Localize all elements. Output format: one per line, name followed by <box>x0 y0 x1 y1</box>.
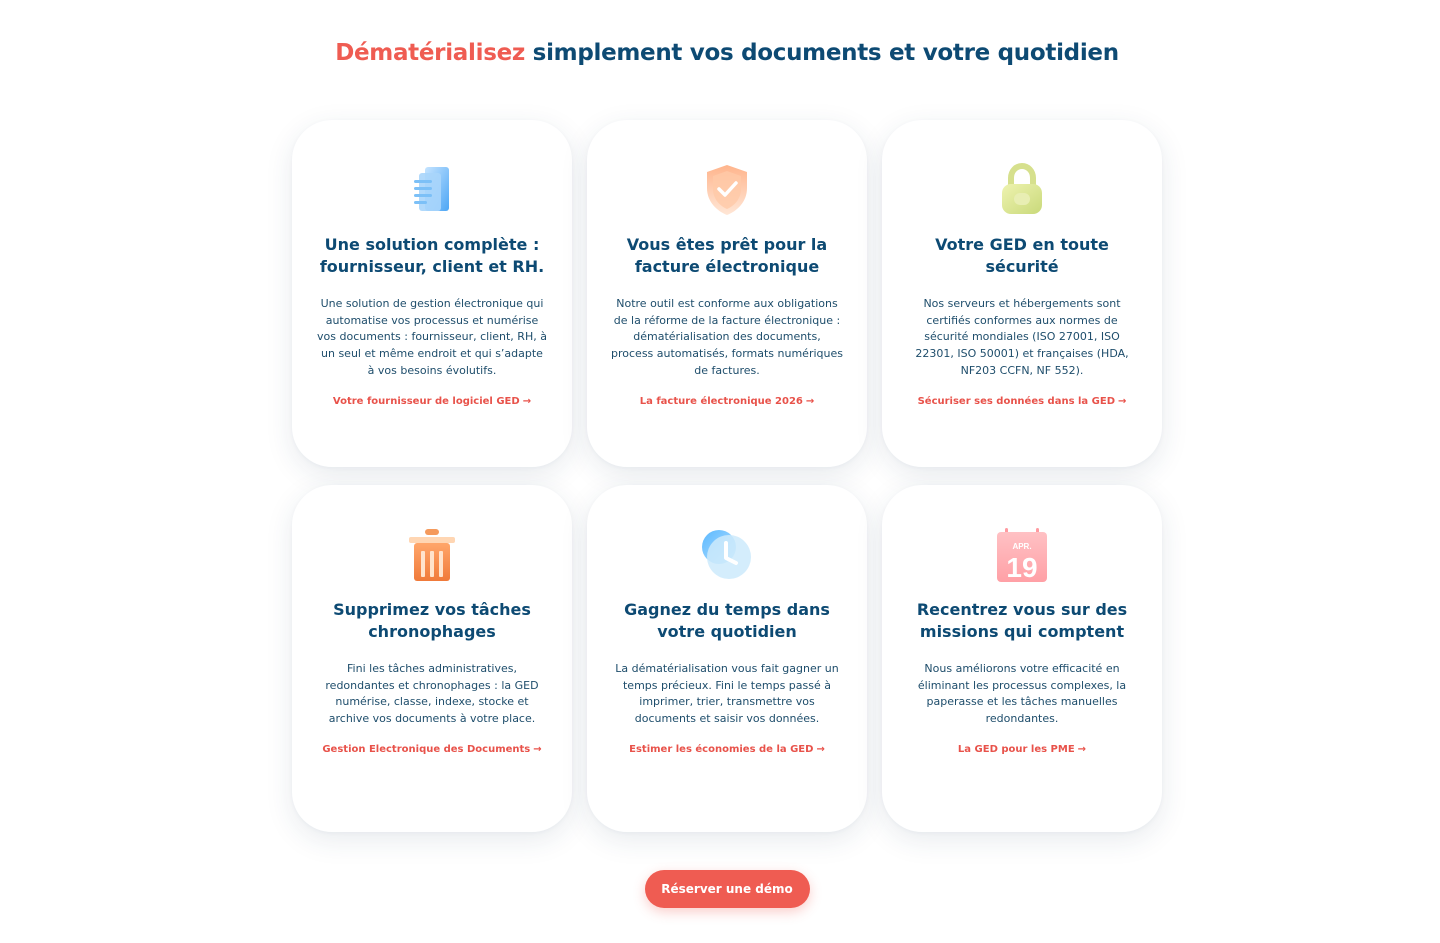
headline-accent: Dématérialisez <box>335 40 525 66</box>
padlock-icon <box>992 160 1052 220</box>
card-link-e-invoice-2026[interactable]: La facture électronique 2026 → <box>639 395 815 407</box>
card-description: Notre outil est conforme aux obligations de la réforme de la facture électronique : dématérialisation des documents, process automatisés, formats numériques de factures. <box>611 297 843 377</box>
card-title: Vous êtes prêt pour la facture électronique <box>626 235 828 276</box>
card-title: Une solution complète : fournisseur, client et RH. <box>319 235 545 276</box>
card-title: Recentrez vous sur des missions qui comptent <box>916 600 1128 641</box>
calendar-month: APR. <box>1012 542 1032 551</box>
arrow-right-icon: → <box>1118 395 1127 407</box>
card-link-estimate-savings[interactable]: Estimer les économies de la GED → <box>629 743 825 755</box>
headline-rest: simplement vos documents et votre quotidien <box>524 40 1119 66</box>
arrow-right-icon: → <box>816 743 825 755</box>
card-link-software-provider[interactable]: Votre fournisseur de logiciel GED → <box>332 395 532 407</box>
card-description: Nous améliorons votre efficacité en éliminant les processus complexes, la paperasse et les tâches manuelles redondantes. <box>917 662 1127 726</box>
clock-icon <box>697 525 757 585</box>
calendar-day: 19 <box>1006 552 1038 583</box>
arrow-right-icon: → <box>805 395 815 407</box>
cta-container <box>0 870 1440 908</box>
feature-card-e-invoicing <box>587 120 867 467</box>
feature-grid <box>292 120 1162 832</box>
arrow-right-icon: → <box>1077 743 1087 755</box>
feature-card-complete-solution <box>292 120 572 467</box>
card-link-ged-pme[interactable]: La GED pour les PME → <box>957 743 1087 755</box>
shield-check-icon <box>697 160 757 220</box>
feature-card-remove-tasks <box>292 485 572 832</box>
card-link-ged[interactable]: Gestion Electronique des Documents → <box>322 743 542 755</box>
card-title: Supprimez vos tâches chronophages <box>333 600 531 641</box>
card-title: Votre GED en toute sécurité <box>935 235 1109 276</box>
arrow-right-icon: → <box>522 395 532 407</box>
arrow-right-icon: → <box>533 743 542 755</box>
card-description: La dématérialisation vous fait gagner un temps précieux. Fini le temps passé à imprimer, trier, transmettre vos documents et saisir vos données. <box>615 662 839 726</box>
book-demo-button[interactable]: Réserver une démo <box>645 870 810 908</box>
card-description: Fini les tâches administratives, redondantes et chronophages : la GED numérise, classe, indexe, stocke et archive vos documents à votre place. <box>325 662 539 726</box>
card-title: Gagnez du temps dans votre quotidien <box>624 600 830 641</box>
trash-bin-icon <box>402 525 462 585</box>
document-stack-icon <box>402 160 462 220</box>
card-description: Nos serveurs et hébergements sont certifiés conformes aux normes de sécurité mondiales (ISO 27001, ISO 22301, ISO 50001) et françaises (HDA, NF203 CCFN, NF 552). <box>915 297 1129 377</box>
card-description: Une solution de gestion électronique qui automatise vos processus et numérise vos documents : fournisseur, client, RH, à un seul et même endroit et qui s’adapte à vos besoins évolutifs. <box>317 297 547 377</box>
feature-card-save-time <box>587 485 867 832</box>
feature-card-focus-missions <box>882 485 1162 832</box>
feature-card-security <box>882 120 1162 467</box>
section-headline <box>0 40 1440 66</box>
card-link-secure-data[interactable]: Sécuriser ses données dans la GED → <box>917 395 1127 407</box>
calendar-icon <box>992 525 1052 585</box>
